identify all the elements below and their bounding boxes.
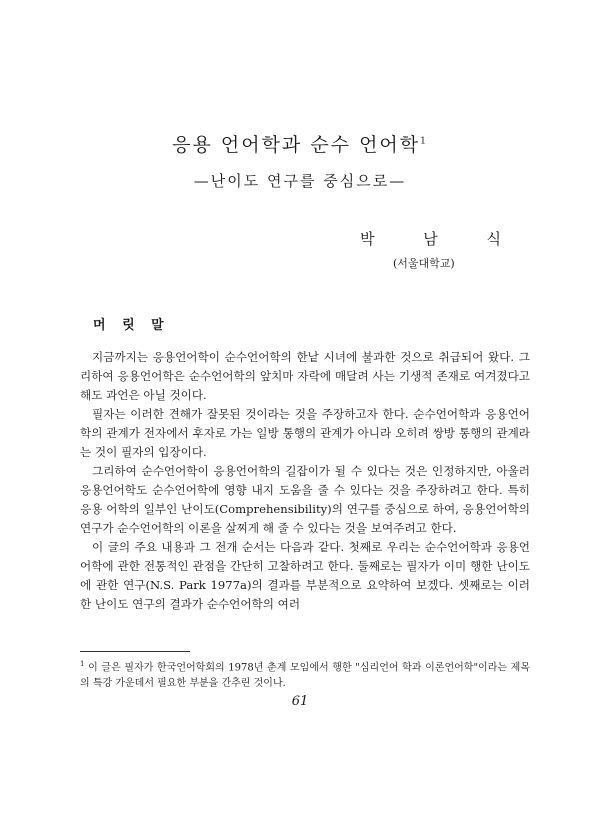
paragraph: 그리하여 순수언어학이 응용언어학의 길잡이가 될 수 있다는 것은 인정하지만, 아울러 응용언어학도 순수언어학에 영향 내지 도움을 줄 수 있다는 것을 주장하려고 한다. 특히 응용 어학의 일부인 난이도(Comprehensibility)의 연구를 중심으로 하여, 응용언어학의 연구가 순수언어학의 이론을 살찌게 해 줄 수 있다는 것을 보여주려고 한다. bbox=[80, 464, 530, 535]
footnote-divider bbox=[80, 651, 190, 652]
footnote-text: 이 글은 필자가 한국언어학회의 1978년 춘계 모임에서 행한 "심리언어 학과 이론언어학"이라는 제목의 특강 가운데서 필요한 부분을 간추린 것이나. bbox=[80, 662, 530, 690]
author-name: 박 남 식 bbox=[360, 230, 524, 248]
paper-title bbox=[0, 130, 600, 157]
paper-title-text: 응용 언어학과 순수 언어학 bbox=[172, 134, 421, 156]
paragraph: 지금까지는 응용언어학이 순수언어학의 한낱 시녀에 불과한 것으로 취급되어 왔다. 그리하여 응용언어학은 순수언어학의 앞치마 자락에 매달려 사는 기생적 존재로 여겨졌다고 해도 과언은 아닐 것이다. bbox=[80, 350, 530, 402]
body-text bbox=[80, 348, 530, 614]
paper-subtitle: —난이도 연구를 중심으로— bbox=[193, 172, 407, 190]
footnote bbox=[80, 656, 530, 692]
paragraph: 이 글의 주요 내용과 그 전개 순서는 다음과 같다. 첫째로 우리는 순수언어학과 응용언어학에 관한 전통적인 관점을 간단히 고찰하려고 한다. 둘째로는 필자가 이미 행한 난이도에 관한 연구(N.S. Park 1977a)의 결과를 부분적으로 요약하여 보겠다. 셋째로는 이러한 난이도 연구의 결과가 순수언어학의 여러 bbox=[80, 540, 530, 611]
author-affiliation: (서울대학교) bbox=[393, 257, 455, 270]
page-number: 61 bbox=[291, 694, 309, 709]
section-heading: 머 릿 말 bbox=[93, 318, 170, 333]
paragraph: 필자는 이러한 견해가 잘못된 것이라는 것을 주장하고자 한다. 순수언어학과 응용언어학의 관계가 전자에서 후자로 가는 일방 통행의 관계가 아니라 오히려 쌍방 통행의 관계라는 것이 필자의 입장이다. bbox=[80, 407, 530, 459]
footnote-mark: 1 bbox=[80, 660, 85, 668]
title-footnote-mark: 1 bbox=[420, 136, 428, 147]
